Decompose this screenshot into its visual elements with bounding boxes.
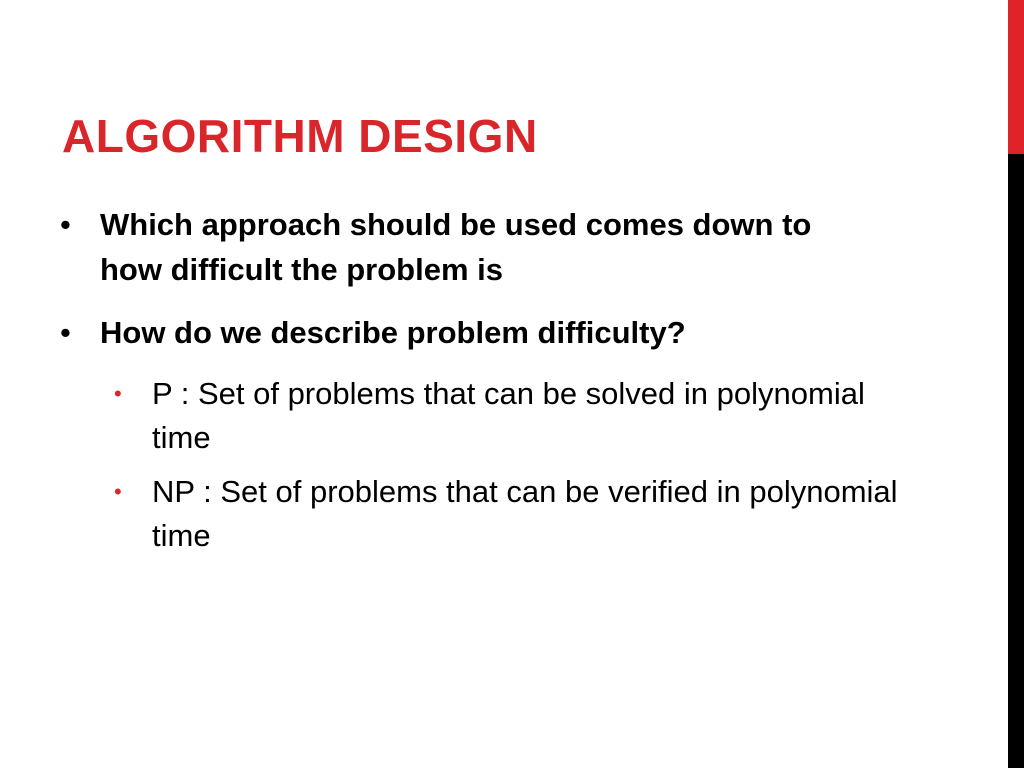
sub-bullet-icon: • [114, 479, 122, 504]
bullet-item-difficulty [60, 310, 860, 355]
bullet-item-approach [60, 202, 860, 292]
bullet-text: Which approach should be used comes down to how difficult the problem is [100, 207, 812, 287]
sub-bullet-text: P : Set of problems that can be solved in polynomial time [152, 376, 865, 455]
sub-bullet-icon: • [114, 381, 122, 406]
side-accent-bar-black [1008, 154, 1024, 768]
bullet-text: How do we describe problem difficulty? [100, 315, 686, 350]
bullet-icon: • [60, 315, 71, 350]
side-accent-bar-red [1008, 0, 1024, 154]
sub-bullet-item-p [114, 372, 912, 460]
sub-bullet-text: NP : Set of problems that can be verified in polynomial time [152, 474, 898, 553]
sub-bullet-item-np [114, 470, 912, 558]
slide-title: ALGORITHM DESIGN [62, 110, 538, 162]
bullet-icon: • [60, 207, 71, 242]
